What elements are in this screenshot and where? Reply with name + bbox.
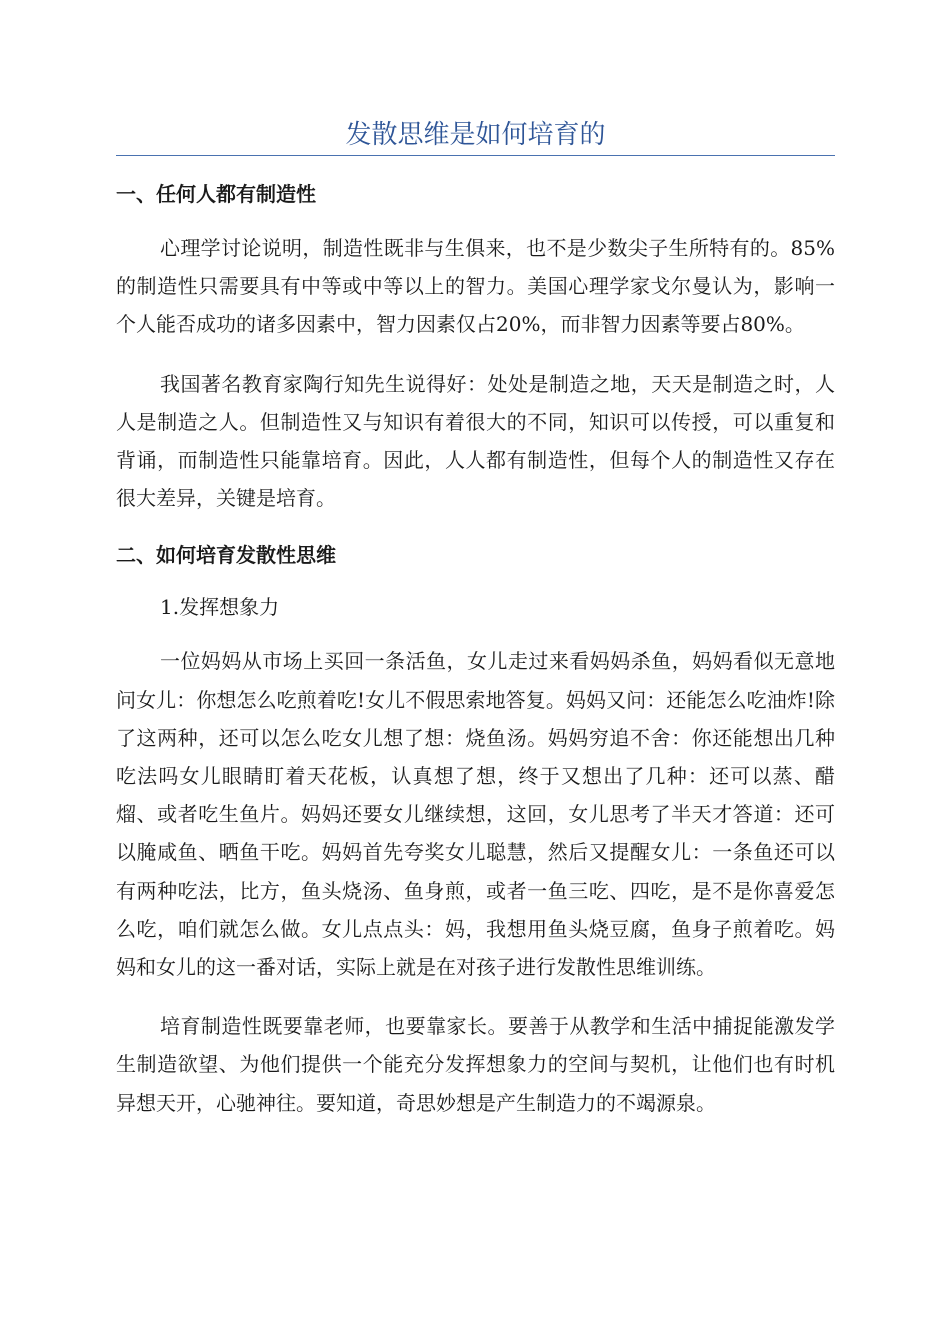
paragraph-tao-xingzhi-quote: 我国著名教育家陶行知先生说得好：处处是制造之地，天天是制造之时，人人是制造之人。但制造性又与知识有着很大的不同，知识可以传授，可以重复和背诵，而制造性只能靠培育。因此，人人都有制造性，但每个人的制造性又存在很大差异，关键是培育。: [116, 371, 835, 511]
paragraph-teachers-parents: 培育制造性既要靠老师，也要靠家长。要善于从教学和生活中捕捉能激发学生制造欲望、为他们提供一个能充分发挥想象力的空间与契机，让他们也有时机异想天开，心驰神往。要知道，奇思妙想是产生制造力的不竭源泉。: [116, 1014, 835, 1115]
paragraph-creativity-research: 心理学讨论说明，制造性既非与生俱来，也不是少数尖子生所特有的。85%的制造性只需要具有中等或中等以上的智力。美国心理学家戈尔曼认为，影响一个人能否成功的诸多因素中，智力因素仅占20%，而非智力因素等要占80%。: [116, 236, 835, 337]
title-underline: [116, 155, 835, 156]
section-heading-1: 一、任何人都有制造性: [116, 182, 316, 206]
subheading-imagination: 1.发挥想象力: [160, 595, 280, 620]
paragraph-fish-story: 一位妈妈从市场上买回一条活鱼，女儿走过来看妈妈杀鱼，妈妈看似无意地问女儿：你想怎么吃煎着吃!女儿不假思索地答复。妈妈又问：还能怎么吃油炸!除了这两种，还可以怎么吃女儿想了想：烧鱼汤。妈妈穷追不舍：你还能想出几种吃法吗女儿眼睛盯着天花板，认真想了想，终于又想出了几种：还可以蒸、醋熘、或者吃生鱼片。妈妈还要女儿继续想，这回，女儿思考了半天才答道：还可以腌咸鱼、晒鱼干吃。妈妈首先夸奖女儿聪慧，然后又提醒女儿：一条鱼还可以有两种吃法，比方，鱼头烧汤、鱼身煎，或者一鱼三吃、四吃，是不是你喜爱怎么吃，咱们就怎么做。女儿点点头：妈，我想用鱼头烧豆腐，鱼身子煎着吃。妈妈和女儿的这一番对话，实际上就是在对孩子进行发散性思维训练。: [116, 649, 835, 980]
document-page: [116, 0, 835, 1122]
section-heading-2: 二、如何培育发散性思维: [116, 543, 336, 568]
document-title: 发散思维是如何培育的: [345, 120, 606, 150]
